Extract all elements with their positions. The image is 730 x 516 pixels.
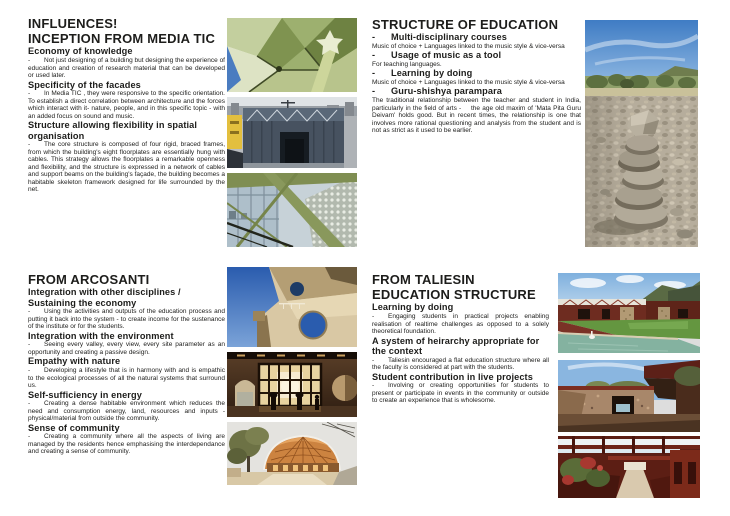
- section-taliesin: [372, 272, 549, 405]
- photo-taliesin-pergola: [558, 436, 700, 498]
- bullet-dash: -: [28, 90, 31, 98]
- title-line: INFLUENCES!: [28, 16, 118, 31]
- body-line: For teaching languages.: [372, 60, 442, 68]
- photo-arcosanti-vaults: [227, 267, 357, 347]
- bullet-dash: -: [372, 382, 375, 390]
- bullet-dash: -: [372, 356, 375, 364]
- education-title: STRUCTURE OF EDUCATION: [372, 17, 559, 32]
- section-structure-of-education: [372, 17, 581, 135]
- photo-stone-cairn: [585, 20, 698, 247]
- taliesin-title: [372, 272, 549, 302]
- photo-media-tic-etfe-cushions: [227, 18, 357, 92]
- bullet-heading: - Learning by doing: [372, 68, 473, 79]
- body-paragraph: - Developing a lifestyle that is in harmony with and is empathic to the ecological processes of all the natural systems that surround us.: [28, 367, 225, 390]
- body-paragraph: - Involving or creating opportunities for students to present or participate in events in the community or outside to create an experience that is wholesome.: [372, 382, 549, 405]
- bullet-dash: -: [372, 313, 375, 320]
- bullet-dash: -: [372, 68, 376, 79]
- subsection-heading: Specificity of the facades: [28, 79, 141, 90]
- subsection-heading: Student contribution in live projects: [372, 371, 533, 382]
- subsection-heading: Empathy with nature: [28, 356, 121, 367]
- subsection-heading: Sense of community: [28, 422, 120, 433]
- subsection-heading: Structure allowing flexibility in spatial organisation: [28, 120, 197, 141]
- title-line: INCEPTION FROM MEDIA TIC: [28, 31, 216, 47]
- bullet-dash: -: [28, 367, 31, 375]
- bullet-dash: -: [28, 57, 31, 64]
- subsection-heading: A system of heirarchy appropriate for the context: [372, 335, 540, 357]
- photo-arcosanti-dome: [227, 422, 357, 485]
- photo-media-tic-facade: [227, 97, 357, 168]
- body-line: Music of choice + Languages linked to the music style & vice-versa: [372, 42, 565, 50]
- body-paragraph: - Engaging students in practical projects enabling realisation of realtime challenges as opposed to a solely theoretical foundation.: [372, 313, 549, 335]
- body-line: Music of choice + Languages linked to the music style & vice-versa: [372, 78, 565, 86]
- body-paragraph: - In Media TIC , they were responsive to the specific orientation. To establish a direct correlation between architecture and the forces which interact with it- nature, people, and in this specific topic - with an added focus on sound and music.: [28, 90, 225, 120]
- title-line: FROM TALIESIN: [372, 272, 475, 287]
- bullet-heading: - Multi-disciplinary courses: [372, 32, 507, 43]
- photo-arcosanti-interior: [227, 352, 357, 417]
- subsection-heading: Integration with other disciplines / Sustaining the economy: [28, 287, 181, 308]
- photo-media-tic-structure-interior: [227, 173, 357, 247]
- arcosanti-title: FROM ARCOSANTI: [28, 272, 150, 287]
- subsection-heading: Self-sufficiency in energy: [28, 389, 142, 400]
- body-paragraph: - Using the activities and outputs of the education process and putting it back into the system - to create income for the sustenance of the institute or for the students.: [28, 308, 225, 331]
- media-tic-title: [28, 16, 225, 46]
- bullet-dash: -: [372, 50, 376, 61]
- body-paragraph: - Creating a dense habitable environment which reduces the need and consumption energy, land, resources and inputs - physical/material from outside the community.: [28, 400, 225, 423]
- bullet-heading: - Usage of music as a tool: [372, 50, 502, 61]
- bullet-dash: -: [372, 32, 376, 43]
- body-paragraph: - The core structure is composed of four rigid, braced frames, from which the building's eight floorplates are essentially hung with cables. This strategy allows the floorplates a remarkable openness and flexibility, and the structure is expressed in a network of cables and support beams on the building's façade, the building becomes a habitable skeleton framework designed for life surrounded by the net.: [28, 141, 225, 194]
- body-paragraph: - Creating a community where all the aspects of living are managed by the residents hence emphasising the interdependance and creating a sense of community.: [28, 433, 225, 456]
- photo-taliesin-stonework: [558, 360, 700, 432]
- bullet-dash: -: [28, 400, 31, 408]
- body-paragraph: The traditional relationship between the teacher and student in India, particularly in the field of arts - the age old maxim of 'Mata Pita Guru Deivam' holds good. But in recent times, the relationship is one that involves more rational questioning and analysis from the student and is not as strict as it used to be earlier.: [372, 97, 581, 135]
- section-arcosanti: [28, 272, 225, 456]
- bullet-dash: -: [28, 141, 31, 149]
- bullet-dash: -: [28, 308, 31, 316]
- bullet-dash: -: [28, 341, 31, 349]
- bullet-dash: -: [372, 86, 376, 97]
- body-paragraph: - Taliesin encouraged a flat education structure where all the faculty is considered at part with the students.: [372, 356, 549, 372]
- photo-taliesin-pool: [558, 273, 700, 353]
- body-paragraph: - Seeing every valley, every view, every site parameter as an opportunity and creating a passive design.: [28, 341, 225, 356]
- subsection-heading: Integration with the environment: [28, 330, 174, 341]
- subsection-heading: Learning by doing: [372, 302, 454, 313]
- bullet-heading: - Guru-shishya parampara: [372, 86, 502, 97]
- section-media-tic: [28, 16, 225, 194]
- body-paragraph: - Not just designing of a building but designing the experience of education and creation of research material that can be developed or used later.: [28, 57, 225, 79]
- bullet-dash: -: [28, 433, 31, 441]
- title-line: EDUCATION STRUCTURE: [372, 287, 536, 303]
- subsection-heading: Economy of knowledge: [28, 46, 133, 57]
